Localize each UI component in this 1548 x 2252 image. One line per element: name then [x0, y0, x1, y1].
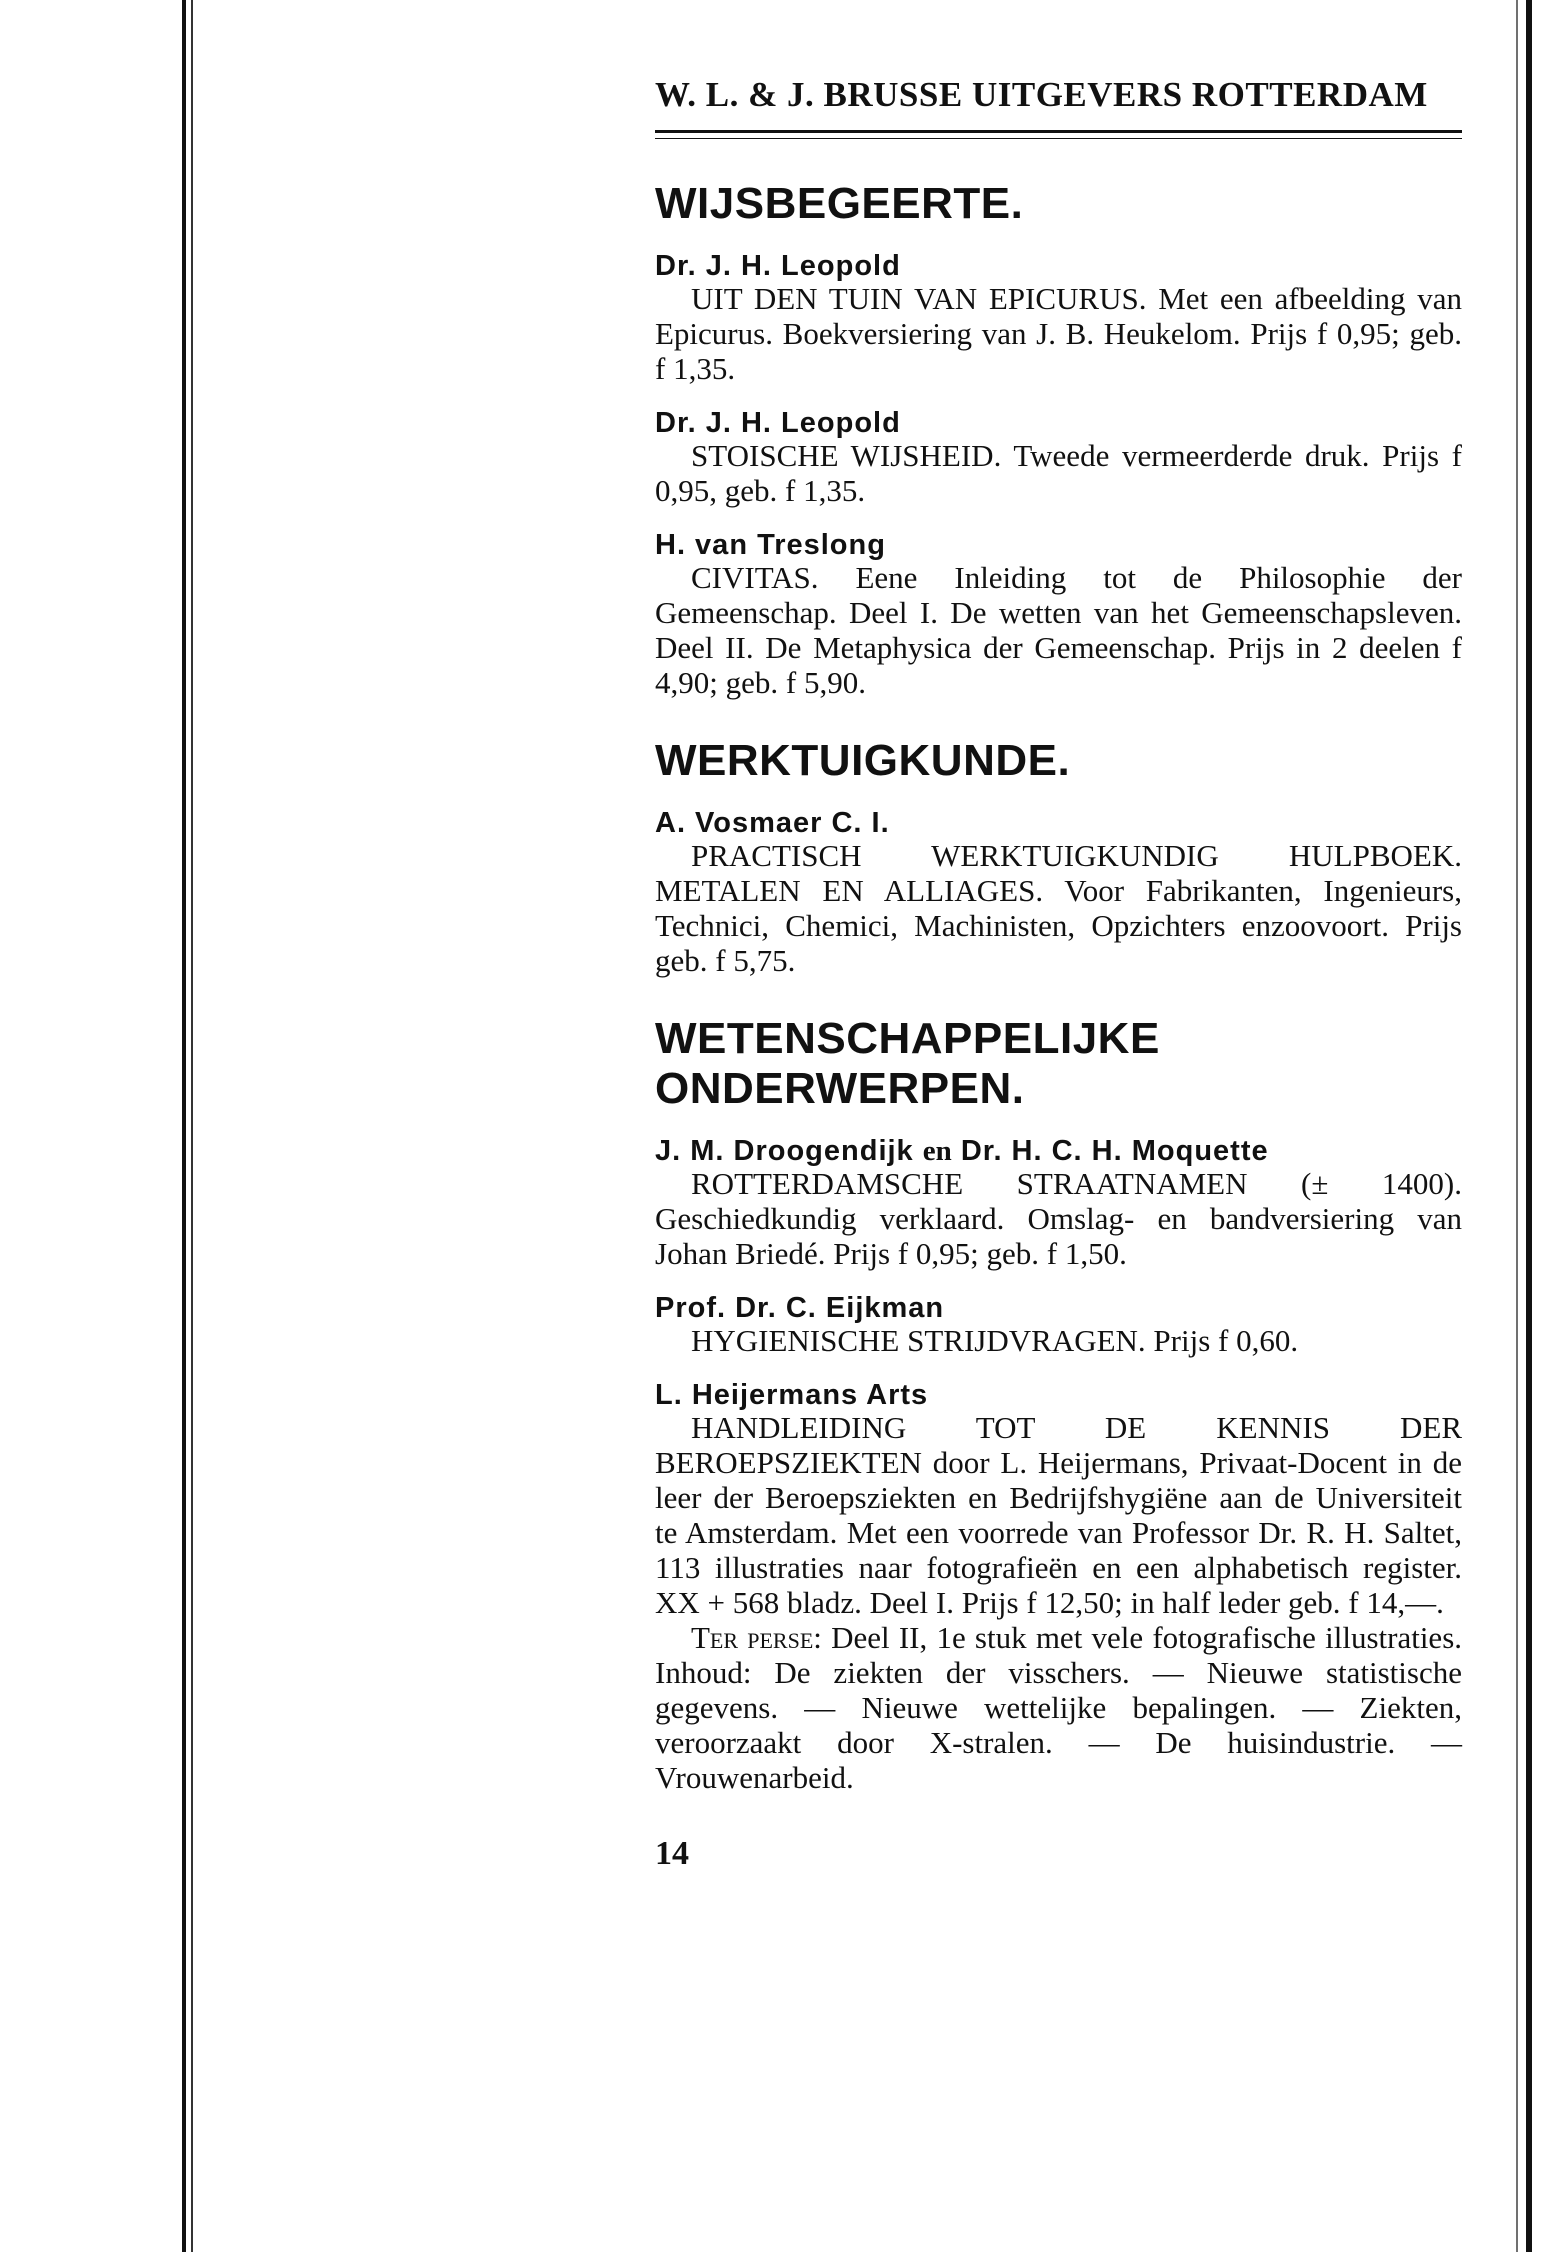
- entry-author: L. Heijermans Arts: [655, 1379, 929, 1411]
- entry-text: ROTTERDAMSCHE STRAATNAMEN (± 1400). Geschiedkundig verklaard. Omslag- en bandversiering van Johan Briedé. Prijs f 0,95; geb. f 1,50.: [655, 1166, 1462, 1271]
- section-wijsbegeerte: [655, 179, 1462, 700]
- catalog-entry: [655, 251, 1462, 386]
- publisher-header: W. L. & J. BRUSSE UITGEVERS ROTTERDAM: [655, 75, 1428, 114]
- catalog-entry: [655, 808, 1462, 978]
- entry-author: Dr. H. C. H. Moquette: [960, 1135, 1269, 1167]
- note-text: Deel II, 1e stuk met vele fotografische illustraties. Inhoud: De ziekten der visschers. — Nieuwe statistische gegevens. — Nieuwe wettelijke bepalingen. — Ziekten, veroorzaakt door X-stralen. — De huisindustrie. — Vrouwenarbeid.: [655, 1620, 1463, 1795]
- page-number: 14: [655, 1835, 689, 1872]
- entry-description: [655, 1410, 1462, 1620]
- entry-author: Dr. J. H. Leopold: [655, 250, 901, 282]
- catalog-entry: [655, 1380, 1462, 1795]
- entry-text: STOISCHE WIJSHEID. Tweede vermeerderde druk. Prijs f 0,95, geb. f 1,35.: [655, 438, 1462, 508]
- author-joiner: en: [922, 1135, 952, 1167]
- section-title: WIJSBEGEERTE.: [655, 179, 1024, 228]
- header-rule: [655, 130, 1462, 139]
- entry-text: UIT DEN TUIN VAN EPICURUS. Met een afbeelding van Epicurus. Boekversiering van J. B. Heukelom. Prijs f 0,95; geb. f 1,35.: [655, 281, 1462, 386]
- entry-text: PRACTISCH WERKTUIGKUNDIG HULPBOEK. METALEN EN ALLIAGES. Voor Fabrikanten, Ingenieurs, Technici, Chemici, Machinisten, Opzichters enzoovoort. Prijs geb. f 5,75.: [655, 838, 1462, 978]
- entry-authors: [655, 1136, 1462, 1166]
- section-wetenschappelijke-onderwerpen: [655, 1014, 1462, 1795]
- entry-description: [655, 560, 1462, 700]
- catalog-entry: [655, 1293, 1462, 1358]
- scan-left-border: [182, 0, 186, 2252]
- catalog-entry: [655, 408, 1462, 508]
- entry-description: [655, 838, 1462, 978]
- entry-text: CIVITAS. Eene Inleiding tot de Philosophie der Gemeenschap. Deel I. De wetten van het Gemeenschapsleven. Deel II. De Metaphysica der Gemeenschap. Prijs in 2 deelen f 4,90; geb. f 5,90.: [655, 560, 1462, 700]
- catalog-page: [655, 60, 1462, 1873]
- section-title: WERKTUIGKUNDE.: [655, 736, 1071, 785]
- scan-right-border: [1526, 0, 1532, 2252]
- entry-description: [655, 281, 1462, 386]
- section-werktuigkunde: [655, 736, 1462, 978]
- entry-author: Dr. J. H. Leopold: [655, 407, 901, 439]
- entry-text: HYGIENISCHE STRIJDVRAGEN. Prijs f 0,60.: [691, 1323, 1299, 1358]
- note-label: Ter perse:: [691, 1620, 822, 1655]
- entry-description: [655, 438, 1462, 508]
- entry-author: A. Vosmaer C. I.: [655, 807, 890, 839]
- entry-author: J. M. Droogendijk: [655, 1135, 914, 1167]
- entry-note: [655, 1620, 1462, 1795]
- section-title: WETENSCHAPPELIJKE ONDERWERPEN.: [655, 1014, 1160, 1113]
- entry-author: Prof. Dr. C. Eijkman: [655, 1292, 945, 1324]
- scan-right-border-inner: [1516, 0, 1518, 2252]
- entry-text: HANDLEIDING TOT DE KENNIS DER BEROEPSZIEKTEN door L. Heijermans, Privaat-Docent in de leer der Beroepsziekten en Bedrijfshygiëne aan de Universiteit te Amsterdam. Met een voorrede van Professor Dr. R. H. Saltet, 113 illustraties naar fotografieën en een alphabetisch register. XX + 568 bladz. Deel I. Prijs f 12,50; in half leder geb. f 14,—.: [655, 1410, 1462, 1620]
- catalog-entry: [655, 530, 1462, 700]
- entry-description: [655, 1323, 1462, 1358]
- catalog-entry: [655, 1136, 1462, 1271]
- scan-left-border-inner: [191, 0, 193, 2252]
- entry-author: H. van Treslong: [655, 529, 886, 561]
- entry-description: [655, 1166, 1462, 1271]
